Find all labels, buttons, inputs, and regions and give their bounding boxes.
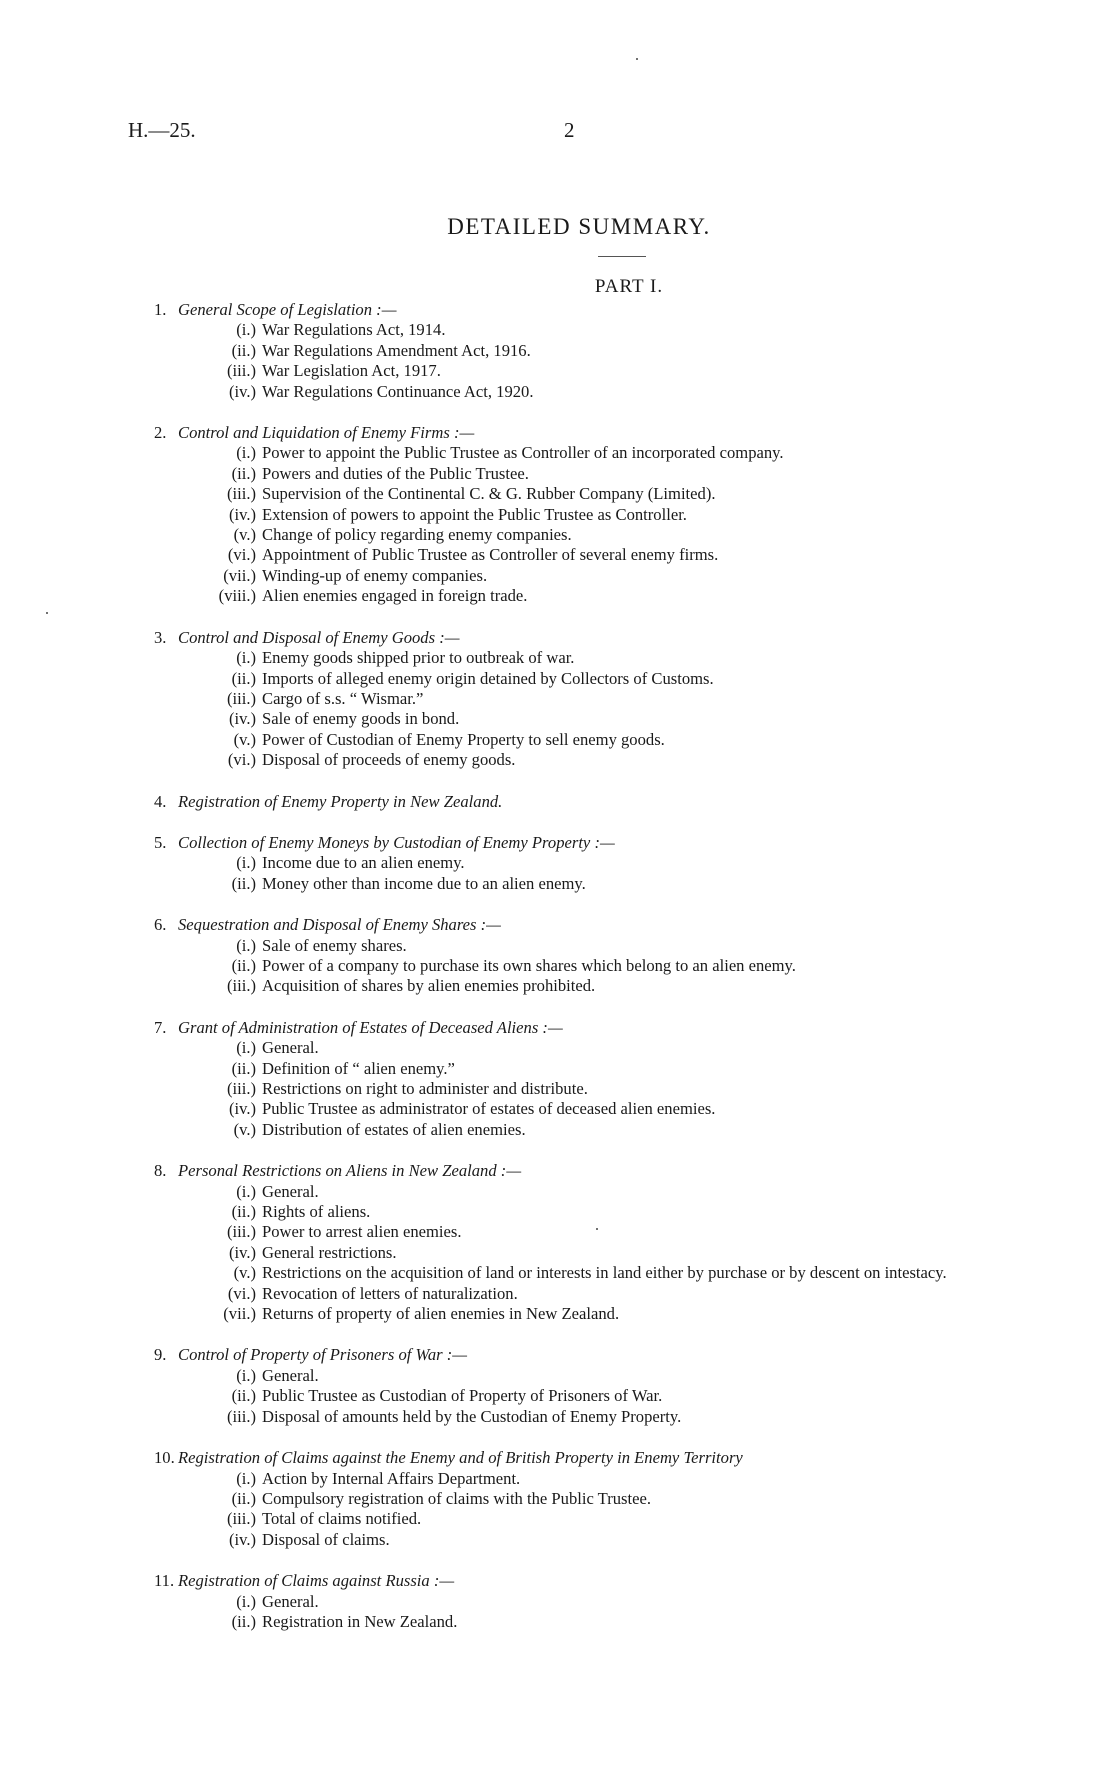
item-numeral: (ii.) [231,1611,256,1631]
item-text: Power to arrest alien enemies. [262,1222,462,1242]
list-item [150,1530,1010,1550]
section-title: Personal Restrictions on Aliens in New Zealand :— [178,1161,522,1181]
summary-section [150,792,1010,812]
section-heading [150,423,1010,443]
section-title: General Scope of Legislation :— [178,300,397,319]
item-text: Power to appoint the Public Trustee as Controller of an incorporated company. [262,443,784,463]
item-text: Imports of alleged enemy origin detained by Collectors of Customs. [262,668,714,688]
section-heading [150,915,1010,935]
section-number: 6. [154,915,167,935]
list-item [150,1407,1010,1427]
list-item [150,545,1010,565]
item-text: Public Trustee as Custodian of Property of Prisoners of War. [262,1386,663,1406]
section-items [150,1038,1010,1140]
summary-section [150,300,1010,402]
item-numeral: (ii.) [231,1488,256,1508]
item-text: War Legislation Act, 1917. [262,361,441,381]
item-numeral: (v.) [233,1263,256,1283]
summary-list [150,300,1010,1653]
item-numeral: (viii.) [218,586,256,606]
item-numeral: (iv.) [228,1099,256,1119]
item-text: Alien enemies engaged in foreign trade. [262,586,528,606]
list-item [150,1612,1010,1632]
section-title: Control and Liquidation of Enemy Firms :— [178,423,475,443]
item-numeral: (iii.) [226,361,256,381]
item-numeral: (ii.) [231,873,256,893]
section-number: 2. [154,423,167,443]
section-number: 3. [154,627,167,647]
item-text: Power of a company to purchase its own shares which belong to an alien enemy. [262,955,796,975]
summary-section [150,628,1010,771]
list-item [150,341,1010,361]
item-text: General restrictions. [262,1242,397,1262]
item-numeral: (i.) [236,1365,256,1385]
item-text: Total of claims notified. [262,1509,422,1529]
section-heading [150,833,1010,853]
section-number: 4. [154,791,167,811]
item-text: Enemy goods shipped prior to outbreak of war. [262,648,575,668]
item-text: Power of Custodian of Enemy Property to sell enemy goods. [262,729,665,749]
item-numeral: (i.) [236,320,256,340]
item-numeral: (iii.) [226,688,256,708]
list-item [150,1222,1010,1242]
item-numeral: (i.) [236,1591,256,1611]
list-item [150,1079,1010,1099]
list-item [150,1386,1010,1406]
item-text: Powers and duties of the Public Trustee. [262,463,529,483]
list-item [150,1202,1010,1222]
list-item [150,1059,1010,1079]
section-title: Sequestration and Disposal of Enemy Shares :— [178,915,501,935]
section-items [150,936,1010,997]
section-title: Control and Disposal of Enemy Goods :— [178,627,460,647]
item-numeral: (ii.) [231,463,256,483]
section-title: Control of Property of Prisoners of War :— [178,1345,468,1365]
scan-speck [636,58,638,60]
item-numeral: (ii.) [231,340,256,360]
item-numeral: (iv.) [228,709,256,729]
summary-section [150,1448,1010,1550]
section-title: Registration of Claims against Russia :— [178,1571,455,1591]
list-item [150,936,1010,956]
item-text: War Regulations Act, 1914. [262,320,446,340]
page-number: 2 [564,118,575,142]
item-numeral: (i.) [236,1038,256,1058]
item-numeral: (i.) [236,443,256,463]
list-item [150,361,1010,381]
item-numeral: (vi.) [227,1283,256,1303]
section-heading [150,792,1010,812]
summary-section [150,423,1010,607]
list-item [150,484,1010,504]
list-item [150,689,1010,709]
section-items [150,853,1010,894]
item-text: Change of policy regarding enemy companies. [262,525,572,545]
list-item [150,525,1010,545]
item-numeral: (ii.) [231,1202,256,1222]
list-item [150,320,1010,340]
section-heading [150,1448,1010,1468]
section-items [150,1182,1010,1325]
list-item [150,1263,1010,1283]
list-item [150,669,1010,689]
section-title: Collection of Enemy Moneys by Custodian of Enemy Property :— [178,832,615,852]
item-numeral: (iv.) [228,1529,256,1549]
section-heading [150,1018,1010,1038]
list-item [150,956,1010,976]
item-numeral: (ii.) [231,668,256,688]
item-text: Money other than income due to an alien enemy. [262,873,586,893]
item-text: Income due to an alien enemy. [262,853,465,873]
item-numeral: (iii.) [226,1509,256,1529]
section-number: 1. [154,300,167,319]
report-reference: H.—25. [128,118,196,142]
list-item [150,1243,1010,1263]
item-numeral: (vi.) [227,750,256,770]
list-item [150,1509,1010,1529]
section-items [150,1592,1010,1633]
item-numeral: (iii.) [226,976,256,996]
item-text: Disposal of claims. [262,1529,390,1549]
item-text: Distribution of estates of alien enemies. [262,1119,526,1139]
item-numeral: (iii.) [226,1222,256,1242]
item-numeral: (iii.) [226,1079,256,1098]
list-item [150,1182,1010,1202]
list-item [150,1304,1010,1324]
item-text: Returns of property of alien enemies in New Zealand. [262,1304,620,1324]
item-numeral: (v.) [233,525,256,545]
item-numeral: (ii.) [231,1058,256,1078]
list-item [150,976,1010,996]
item-numeral: (ii.) [231,955,256,975]
item-text: Restrictions on the acquisition of land or interests in land either by purchase or by descent on intestacy. [262,1263,947,1283]
list-item [150,1592,1010,1612]
section-title: Registration of Claims against the Enemy and of British Property in Enemy Territory [178,1448,743,1468]
section-items [150,443,1010,606]
summary-section [150,915,1010,997]
list-item [150,648,1010,668]
item-numeral: (i.) [236,1468,256,1488]
section-number: 10. [154,1448,175,1468]
list-item [150,586,1010,606]
item-text: Disposal of proceeds of enemy goods. [262,750,516,770]
item-text: Supervision of the Continental C. & G. Rubber Company (Limited). [262,484,716,504]
item-text: General. [262,1181,319,1201]
list-item [150,874,1010,894]
item-numeral: (vi.) [227,545,256,565]
section-items [150,1469,1010,1551]
section-heading [150,1571,1010,1591]
section-number: 9. [154,1345,167,1365]
item-text: General. [262,1591,319,1611]
list-item [150,1284,1010,1304]
list-item [150,443,1010,463]
list-item [150,382,1010,402]
item-numeral: (iv.) [228,1242,256,1262]
item-text: General. [262,1038,319,1058]
section-title: Grant of Administration of Estates of Deceased Aliens :— [178,1017,563,1037]
summary-section [150,833,1010,894]
section-number: 7. [154,1017,167,1037]
part-heading: PART I. [594,276,664,297]
scan-speck [46,612,48,614]
list-item [150,709,1010,729]
section-items [150,320,1010,402]
item-text: Compulsory registration of claims with the Public Trustee. [262,1488,652,1508]
summary-section [150,1571,1010,1632]
list-item [150,464,1010,484]
list-item [150,730,1010,750]
section-number: 8. [154,1161,167,1181]
item-text: War Regulations Continuance Act, 1920. [262,381,534,401]
item-text: Restrictions on right to administer and distribute. [262,1079,588,1098]
item-numeral: (i.) [236,648,256,668]
item-text: Revocation of letters of naturalization. [262,1283,518,1303]
item-text: Rights of aliens. [262,1202,371,1222]
list-item [150,750,1010,770]
item-text: Sale of enemy shares. [262,935,407,955]
item-numeral: (v.) [233,729,256,749]
section-number: 5. [154,832,167,852]
summary-section [150,1161,1010,1324]
item-numeral: (i.) [236,1181,256,1201]
item-text: Public Trustee as administrator of estates of deceased alien enemies. [262,1099,716,1119]
section-items [150,648,1010,770]
summary-section [150,1345,1010,1427]
item-numeral: (v.) [233,1119,256,1139]
item-numeral: (iii.) [226,484,256,504]
item-text: Definition of “ alien enemy.” [262,1058,455,1078]
item-text: Winding-up of enemy companies. [262,565,488,585]
list-item [150,1489,1010,1509]
item-text: Registration in New Zealand. [262,1611,458,1631]
item-text: War Regulations Amendment Act, 1916. [262,340,531,360]
section-heading [150,628,1010,648]
item-text: General. [262,1365,319,1385]
section-items [150,1366,1010,1427]
item-numeral: (i.) [236,935,256,955]
summary-section [150,1018,1010,1140]
item-numeral: (iii.) [226,1406,256,1426]
item-text: Cargo of s.s. “ Wismar.” [262,688,424,708]
section-heading [150,300,1010,320]
title-rule [598,256,646,257]
list-item [150,1038,1010,1058]
section-number: 11. [154,1571,175,1591]
item-text: Extension of powers to appoint the Public Trustee as Controller. [262,504,687,524]
item-text: Acquisition of shares by alien enemies prohibited. [262,976,596,996]
item-text: Sale of enemy goods in bond. [262,709,460,729]
list-item [150,505,1010,525]
list-item [150,1120,1010,1140]
page-title: DETAILED SUMMARY. [447,214,711,239]
list-item [150,566,1010,586]
list-item [150,1099,1010,1119]
section-heading [150,1161,1010,1181]
item-text: Disposal of amounts held by the Custodian of Enemy Property. [262,1406,682,1426]
section-title: Registration of Enemy Property in New Zealand. [178,791,503,811]
item-numeral: (vii.) [223,565,256,585]
list-item [150,1366,1010,1386]
item-text: Action by Internal Affairs Department. [262,1468,521,1488]
item-text: Appointment of Public Trustee as Controller of several enemy firms. [262,545,719,565]
item-numeral: (i.) [236,853,256,873]
scan-speck [596,1228,598,1230]
list-item [150,1469,1010,1489]
item-numeral: (iv.) [228,504,256,524]
item-numeral: (ii.) [231,1386,256,1406]
item-numeral: (vii.) [223,1304,256,1324]
item-numeral: (iv.) [228,381,256,401]
list-item [150,853,1010,873]
section-heading [150,1345,1010,1365]
